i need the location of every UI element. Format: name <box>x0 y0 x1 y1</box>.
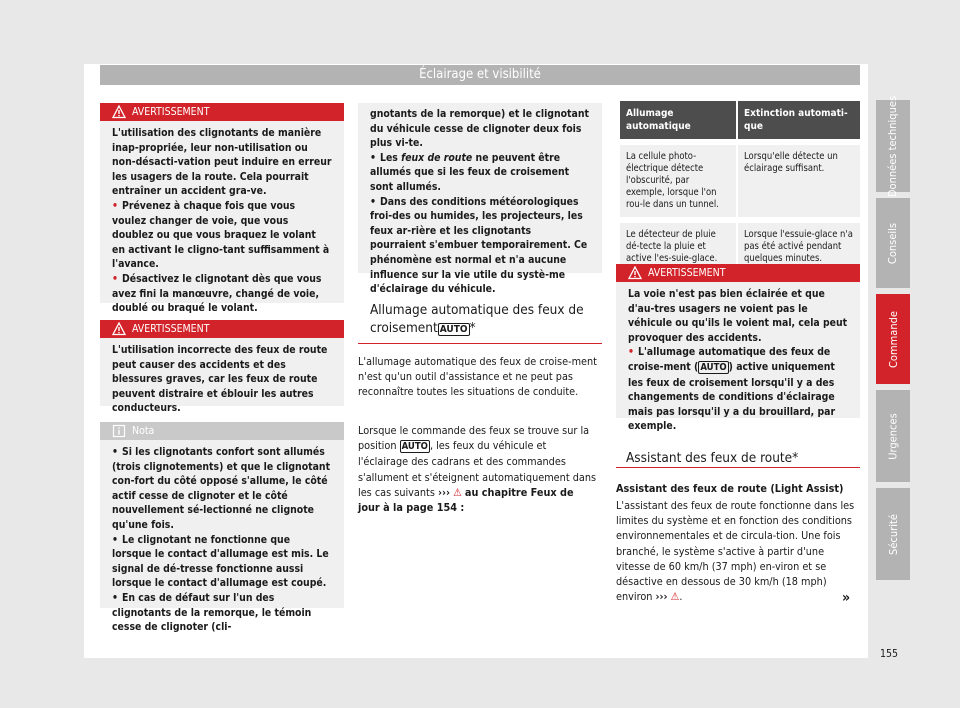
auto-symbol-icon: AUTO <box>700 361 727 373</box>
note-bullet: • Le clignotant ne fonctionne que lorsque le contact d'allumage est mis. Le signal de dé-tresse fonctionne aussi lorsque le contact d'allumage est coupé. <box>112 533 329 590</box>
warning-box-high-beam <box>100 320 344 415</box>
warning-bullet: • L'allumage automatique des feux de croise-ment ( AUTO ) active uniquement les feux de croisement lorsqu'il y a des changements de conditions d'éclairage mais pas lorsqu'il y a du brouillard, par exemple. <box>628 346 836 433</box>
paragraph: L'allumage automatique des feux de croise-ment n'est qu'un outil d'assistance et ne peut pas reconnaître toutes les situations de conduite. <box>358 355 597 399</box>
table-cell: Lorsqu'elle détecte un éclairage suffisant. <box>737 142 860 220</box>
warning-header <box>616 264 860 282</box>
note-box <box>100 422 344 634</box>
table-cell: Le détecteur de pluie dé-tecte la pluie et active l'es-suie-glace. <box>620 220 737 275</box>
warning-header <box>100 103 344 121</box>
paragraph: Lorsque le commande des feux se trouve sur la position AUTO , les feux du véhicule et l'éclairage des cadrans et des commandes s'allument et s'éteignent automatiquement dans les cas suivants ››› ⚠ au chapitre Feux de jour à la page 154 : <box>358 424 597 515</box>
paragraph: L'assistant des feux de route fonctionne dans les limites du système et en fonction des conditions environnementales et de circula-tion. Une fois branché, le système s'active à partir d'une vitesse de 60 km/h (37 mph) en-viron et se désactive en dessous de 30 km/h (18 mph) environ ››› ⚠. <box>616 499 855 604</box>
auto-symbol-icon: AUTO <box>439 324 468 335</box>
auto-symbol-icon: AUTO <box>401 441 428 453</box>
note-bullet: • Si les clignotants confort sont allumés (trois clignotements) et que le clignotant con-fort du côté opposé s'allume, le côté actif cesse de clignoter et le côté nouvellement sé-lectionné ne clignote qu'une fois. <box>112 446 331 531</box>
table-cell: La cellule photo-électrique détecte l'obscurité, par exemple, lorsque l'on rou-le dans un tunnel. <box>620 142 737 220</box>
warning-triangle-icon <box>112 322 126 336</box>
auto-lights-table <box>620 101 860 275</box>
tab-commande[interactable]: Commande <box>876 294 910 384</box>
warning-text: La voie n'est pas bien éclairée et que d'au-tres usagers ne voient pas le véhicule ou qu'ils le voient mal, cela peut provoquer des accidents. <box>628 288 848 344</box>
tab-urgences[interactable]: Urgences <box>876 390 910 482</box>
warning-triangle-icon <box>628 266 642 280</box>
info-icon <box>112 424 126 438</box>
tab-conseils[interactable]: Conseils <box>876 198 910 288</box>
note-bullet: • Dans des conditions météorologiques froi-des ou humides, les projecteurs, les feux ar-rière et les clignotants pourraient s'embuer temporairement. Ce phénomène est normal et n'a aucune influence sur la vie utile du systè-me d'éclairage du véhicule. <box>370 195 588 296</box>
tab-donnees-techniques[interactable]: Données techniques <box>876 100 910 192</box>
warning-title: AVERTISSEMENT <box>132 105 210 118</box>
table-row <box>620 142 860 220</box>
note-continuation-text: gnotants de la remorque) et le clignotant du véhicule cesse de clignoter deux fois plus vi-te. <box>370 108 589 150</box>
warning-triangle-icon: ⚠ <box>670 590 680 604</box>
table-header-cell: Extinction automati-que <box>737 101 860 142</box>
table-header-cell: Allumage automatique <box>620 101 737 142</box>
warning-text: L'utilisation incorrecte des feux de route peut causer des accidents et des blessures graves, car les feux de route peuvent distraire et éblouir les autres conducteurs. <box>112 344 328 415</box>
warning-triangle-icon <box>112 105 126 119</box>
warning-box-turn-signals <box>100 103 344 315</box>
note-continuation-box <box>358 103 602 296</box>
note-bullet: • En cas de défaut sur l'un des clignotants de la remorque, le témoin cesse de clignoter (cli- <box>112 591 312 634</box>
warning-bullet: • Désactivez le clignotant dès que vous avez fini la manœuvre, changé de voie, doublé ou braqué le volant. <box>112 272 322 315</box>
section-title-high-beam-assist: Assistant des feux de route* <box>626 450 799 466</box>
warning-title: AVERTISSEMENT <box>648 266 726 279</box>
note-title: Nota <box>132 424 155 437</box>
section-divider <box>616 467 860 468</box>
tab-securite[interactable]: Sécurité <box>876 488 910 580</box>
page-number: 155 <box>880 648 899 660</box>
note-header <box>100 422 344 440</box>
table-header-row <box>620 101 860 142</box>
table-cell: Lorsque l'essuie-glace n'a pas été activé pendant quelques minutes. <box>737 220 860 275</box>
warning-header <box>100 320 344 338</box>
warning-text: L'utilisation des clignotants de manière inap-propriée, leur non-utilisation ou non-désacti-vation peut induire en erreur les usagers de la route. Cela pourrait entraîner un accident gra-ve. <box>112 127 332 198</box>
warning-box-auto-low-beam <box>616 264 860 433</box>
page-header: Éclairage et visibilité <box>100 65 860 85</box>
warning-triangle-icon: ⚠ <box>453 485 462 499</box>
section-title-auto-low-beam: Allumage automatique des feux de croisement AUTO * <box>370 302 584 336</box>
warning-bullet: • Prévenez à chaque fois que vous voulez changer de voie, que vous doublez ou que vous braquez le volant en activant le cligno-tant suffisamment à l'avance. <box>112 199 330 271</box>
warning-title: AVERTISSEMENT <box>132 322 210 335</box>
subsection-title: Assistant des feux de route (Light Assist) <box>616 482 844 495</box>
note-bullet: • Les feux de route ne peuvent être allumés que si les feux de croisement sont allumés. <box>370 151 570 193</box>
page-reference-link[interactable]: au chapitre Feux de jour à la page 154 : <box>358 485 574 515</box>
section-divider <box>358 343 602 344</box>
continue-arrow-icon: » <box>842 590 851 606</box>
